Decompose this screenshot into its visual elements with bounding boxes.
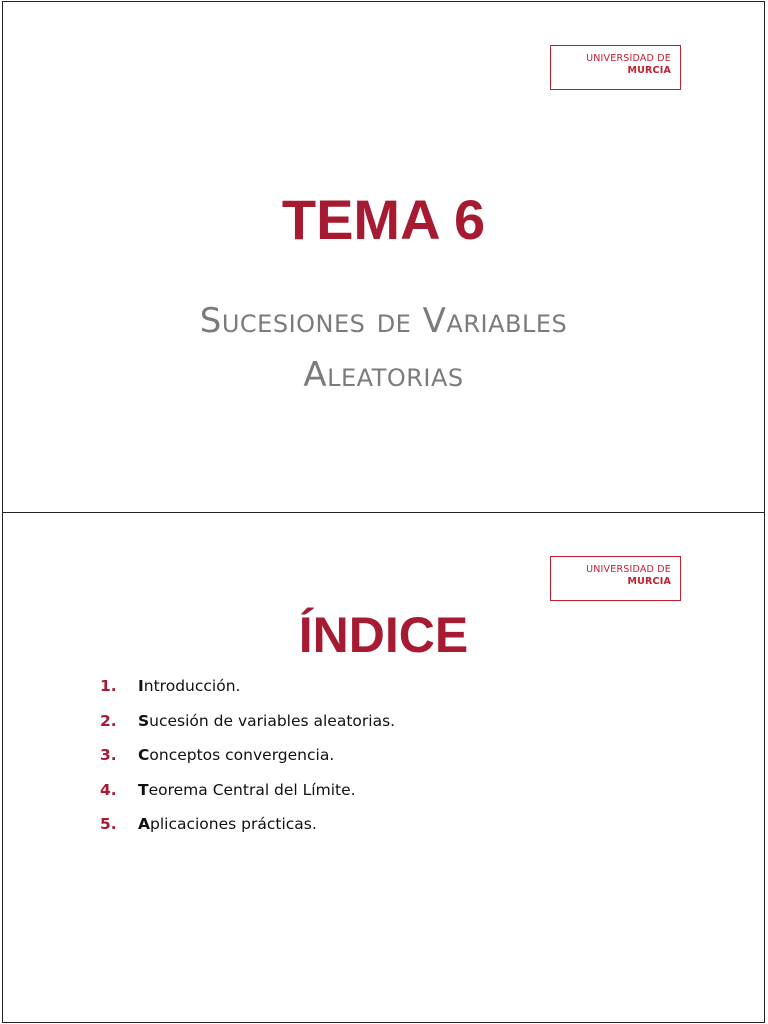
toc-item-text <box>138 777 356 812</box>
logo-line-2: MURCIA <box>627 576 671 587</box>
logo-line-1: UNIVERSIDAD DE <box>586 564 671 575</box>
toc-item-number: 4. <box>100 780 117 799</box>
toc-item-number: 1. <box>100 677 117 695</box>
toc-item-rest: ucesión de variables aleatorias. <box>149 711 396 730</box>
toc-item-number: 3. <box>100 746 117 764</box>
slide-subtitle <box>3 294 764 402</box>
toc-item-text <box>138 673 240 708</box>
toc-item-rest: eorema Central del Límite. <box>148 780 356 799</box>
subtitle-line-1: Sucesiones de Variables <box>199 301 568 341</box>
logo-line-1: UNIVERSIDAD DE <box>586 53 671 64</box>
toc-item-initial: S <box>138 711 150 730</box>
toc-item <box>100 777 395 812</box>
title-slide <box>2 1 765 513</box>
toc-item-initial: C <box>138 746 150 764</box>
index-title: ÍNDICE <box>298 607 469 663</box>
toc-item-rest: onceptos convergencia. <box>149 746 335 764</box>
toc-item-number: 5. <box>100 815 117 833</box>
table-of-contents <box>100 673 395 846</box>
toc-item <box>100 673 395 708</box>
university-logo <box>550 556 681 601</box>
toc-item-rest: ntroducción. <box>143 677 241 695</box>
logo-line-2: MURCIA <box>627 65 671 76</box>
toc-item <box>100 811 395 846</box>
toc-item-initial: I <box>138 677 144 695</box>
toc-item <box>100 708 395 743</box>
toc-item <box>100 742 395 777</box>
toc-item-initial: A <box>138 815 150 833</box>
index-slide <box>2 512 765 1023</box>
slide-title: TEMA 6 <box>281 188 486 251</box>
university-logo <box>550 45 681 90</box>
toc-item-text <box>138 811 317 846</box>
toc-item-initial: T <box>138 780 149 799</box>
toc-item-rest: plicaciones prácticas. <box>150 815 317 833</box>
toc-item-text <box>138 742 334 777</box>
toc-item-number: 2. <box>100 711 117 730</box>
toc-item-text <box>138 708 395 743</box>
subtitle-line-2: Aleatorias <box>303 355 464 395</box>
